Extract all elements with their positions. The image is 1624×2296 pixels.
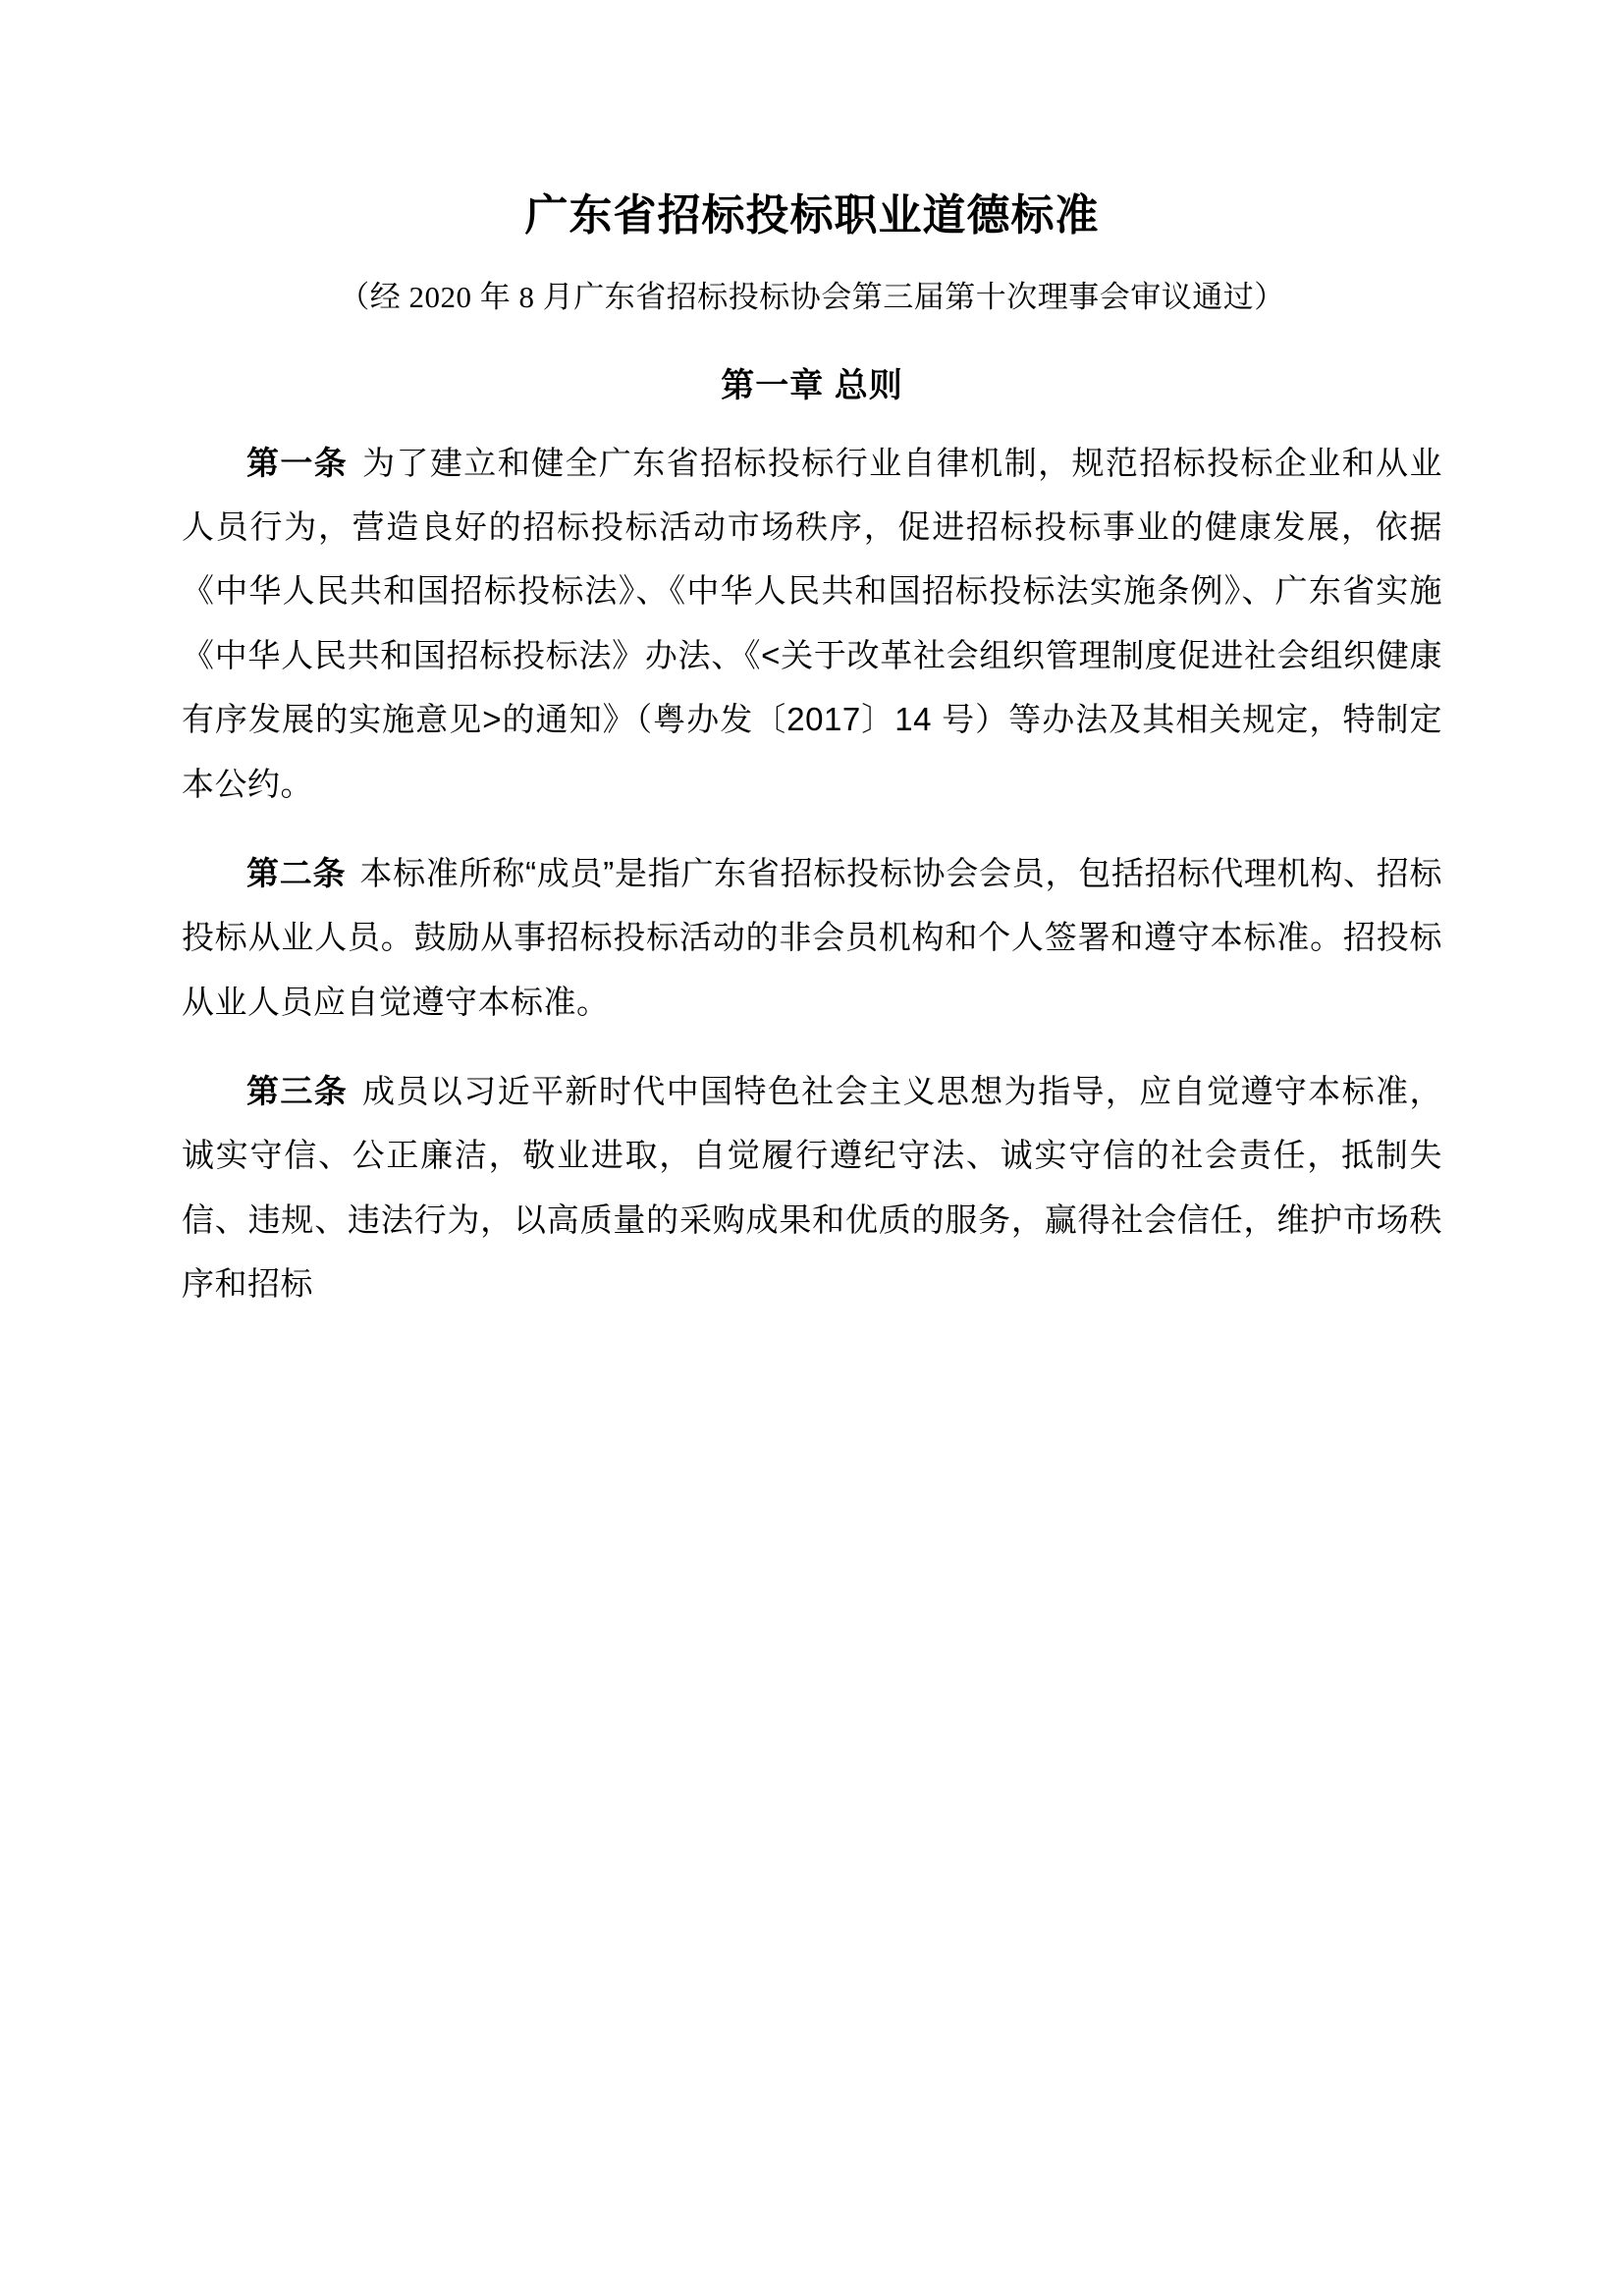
article-1 — [182, 432, 1442, 817]
article-number: 第二条 — [246, 854, 347, 891]
article-2 — [182, 842, 1442, 1035]
article-text: 成员以习近平新时代中国特色社会主义思想为指导，应自觉遵守本标准，诚实守信、公正廉洁，敬业进取，自觉履行遵纪守法、诚实守信的社会责任，抵制失信、违规、违法行为，以高质量的采购成果和优质的服务，赢得社会信任，维护市场秩序和招标 — [182, 1072, 1443, 1302]
article-3 — [182, 1060, 1442, 1316]
article-number: 第三条 — [246, 1072, 349, 1109]
article-text: 为了建立和健全广东省招标投标行业自律机制，规范招标投标企业和从业人员行为，营造良好的招标投标活动市场秩序，促进招标投标事业的健康发展，依据《中华人民共和国招标投标法》、《中华人民共和国招标投标法实施条例》、广东省实施《中华人民共和国招标投标法》办法、《<关于改革社会组织管理制度促进社会组织健康有序发展的实施意见>的通知》（粤办发〔2017〕14 号）等办法及其相关规定，特制定本公约。 — [182, 444, 1443, 802]
page-title: 广东省招标投标职业道德标准 — [524, 191, 1100, 240]
article-text: 本标准所称“成员”是指广东省招标投标协会会员，包括招标代理机构、招标投标从业人员。鼓励从事招标投标活动的非会员机构和个人签署和遵守本标准。招投标从业人员应自觉遵守本标准。 — [182, 854, 1443, 1020]
article-number: 第一条 — [246, 444, 349, 481]
document-subtitle: （经 2020 年 8 月广东省招标投标协会第三届第十次理事会审议通过） — [339, 280, 1285, 315]
chapter-heading: 第一章 总则 — [721, 366, 903, 404]
